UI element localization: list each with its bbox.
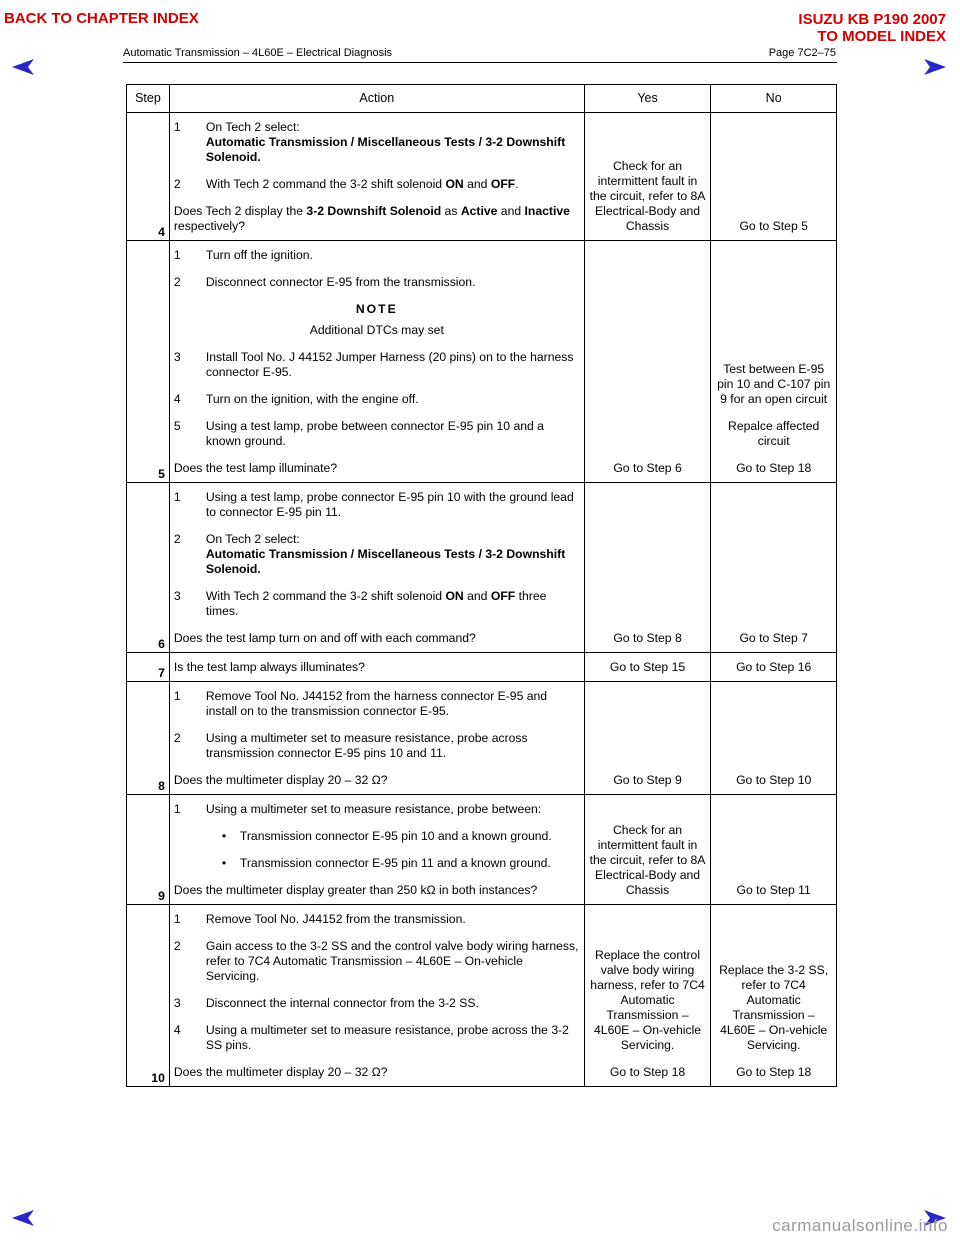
no-cell: Go to Step 7 [711, 483, 837, 653]
prev-page-arrow-icon[interactable] [10, 57, 36, 77]
header-rule [123, 62, 837, 63]
table-row [127, 113, 837, 241]
back-to-chapter-index-link[interactable]: BACK TO CHAPTER INDEX [4, 10, 199, 27]
list-item: • Transmission connector E-95 pin 10 and a known ground. [221, 829, 552, 843]
next-page-arrow-icon[interactable] [922, 57, 948, 77]
running-header-title: Automatic Transmission – 4L60E – Electrical Diagnosis [123, 47, 393, 59]
step-number: 9 [127, 795, 170, 905]
action-cell: 1 Turn off the ignition. 2 Disconnect connector E-95 from the transmission. NOTE Additional DTCs may set 3 Install Tool No. J 44152 Jumper Harness (20 pins) on to the harness connector E-95. 4 Turn on the ignition, with the engine off. 5 Using a test lamp, probe between connector E-95 pin 10 and a known ground. Does the test lamp illuminate? [169, 241, 584, 483]
no-cell: Go to Step 10 [711, 682, 837, 795]
action-cell: 1 Using a test lamp, probe connector E-95 pin 10 with the ground lead to connector E-95 pin 11. 2 On Tech 2 select: Automatic Transmission / Miscellaneous Tests / 3-2 Downshift Solenoid. 3 With Tech 2 command the 3-2 shift solenoid ON and OFF three times. Does the test lamp turn on and off with each command? [169, 483, 584, 653]
step-number: 4 [127, 113, 170, 241]
action-cell: 1 Using a multimeter set to measure resistance, probe between: • Transmission connector E-95 pin 10 and a known ground. • Transmission connector E-95 pin 11 and a known ground. Does the multimeter display greater than 250 kΩ in both instances? [169, 795, 584, 905]
table-row [127, 483, 837, 653]
note-heading: NOTE [355, 302, 398, 316]
no-cell: Replace the 3-2 SS, refer to 7C4 Automatic Transmission – 4L60E – On-vehicle Servicing. Go to Step 18 [711, 905, 837, 1087]
no-cell: Test between E-95 pin 10 and C-107 pin 9 for an open circuit Repalce affected circuit Go to Step 18 [711, 241, 837, 483]
model-title-link[interactable]: ISUZU KB P190 2007 [798, 11, 946, 28]
note-body: Additional DTCs may set [309, 323, 444, 337]
step-number: 10 [127, 905, 170, 1087]
yes-cell: Go to Step 8 [584, 483, 711, 653]
col-no-header: No [711, 85, 837, 113]
action-cell: 1 Remove Tool No. J44152 from the transmission. 2 Gain access to the 3-2 SS and the control valve body wiring harness, refer to 7C4 Automatic Transmission – 4L60E – On-vehicle Servicing. 3 Disconnect the internal connector from the 3-2 SS. 4 Using a multimeter set to measure resistance, probe across the 3-2 SS pins. Does the multimeter display 20 – 32 Ω? [169, 905, 584, 1087]
table-header-row [127, 85, 837, 113]
step-number: 6 [127, 483, 170, 653]
no-cell: Go to Step 16 [711, 653, 837, 682]
col-yes-header: Yes [584, 85, 711, 113]
table-row [127, 241, 837, 483]
list-item: • Transmission connector E-95 pin 11 and a known ground. [221, 856, 551, 870]
action-cell: Is the test lamp always illuminates? [169, 653, 584, 682]
col-step-header: Step [127, 85, 170, 113]
table-row [127, 905, 837, 1087]
step-number: 7 [127, 653, 170, 682]
diagnostic-table [126, 84, 837, 1087]
page-number: Page 7C2–75 [768, 47, 836, 59]
table-row [127, 682, 837, 795]
prev-page-arrow-bottom-icon[interactable] [10, 1208, 36, 1228]
no-cell: Go to Step 5 [711, 113, 837, 241]
table-row [127, 795, 837, 905]
no-cell: Go to Step 11 [711, 795, 837, 905]
yes-cell: Go to Step 15 [584, 653, 711, 682]
yes-cell: Replace the control valve body wiring harness, refer to 7C4 Automatic Transmission – 4L60E – On-vehicle Servicing. Go to Step 18 [584, 905, 711, 1087]
col-action-header: Action [169, 85, 584, 113]
yes-cell: Check for an intermittent fault in the circuit, refer to 8A Electrical-Body and Chassis [584, 113, 711, 241]
yes-cell: Go to Step 6 [584, 241, 711, 483]
yes-cell: Check for an intermittent fault in the circuit, refer to 8A Electrical-Body and Chassis [584, 795, 711, 905]
watermark: carmanualsonline.info [772, 1216, 948, 1235]
step-number: 5 [127, 241, 170, 483]
action-cell: 1 Remove Tool No. J44152 from the harness connector E-95 and install on to the transmission connector E-95. 2 Using a multimeter set to measure resistance, probe across transmission connector E-95 pins 10 and 11. Does the multimeter display 20 – 32 Ω? [169, 682, 584, 795]
action-cell: 1 On Tech 2 select: Automatic Transmission / Miscellaneous Tests / 3-2 Downshift Solenoid. 2 With Tech 2 command the 3-2 shift solenoid ON and OFF. Does Tech 2 display the 3-2 Downshift Solenoid as Active and Inactive respectively? [169, 113, 584, 241]
to-model-index-link[interactable]: TO MODEL INDEX [817, 28, 946, 45]
yes-cell: Go to Step 9 [584, 682, 711, 795]
table-row [127, 653, 837, 682]
step-number: 8 [127, 682, 170, 795]
